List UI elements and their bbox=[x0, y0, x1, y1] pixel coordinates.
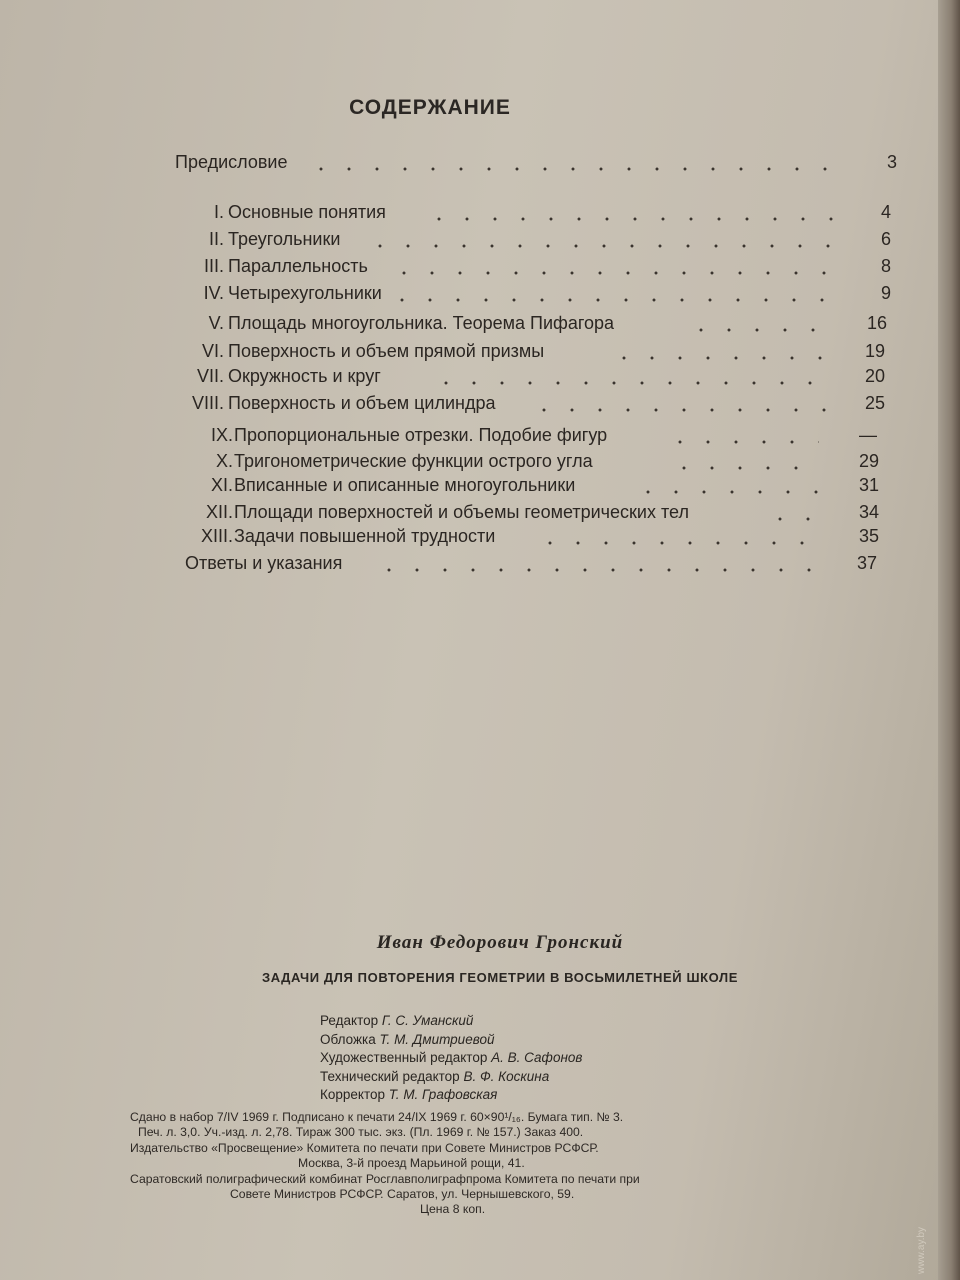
toc-leader-dots bbox=[388, 297, 833, 303]
author-name: Иван Федорович Гронский bbox=[376, 932, 624, 953]
imprint-line: Печ. л. 3,0. Уч.-изд. л. 2,78. Тираж 300 тыс. экз. (Пл. 1969 г. № 157.) Заказ 400. bbox=[138, 1125, 584, 1140]
toc-entry-number: VIII. bbox=[191, 393, 224, 413]
toc-entry-number: V. bbox=[208, 313, 224, 333]
toc-entry-page: 34 bbox=[858, 502, 879, 522]
toc-leader-dots bbox=[307, 166, 839, 172]
toc-entry-number: II. bbox=[208, 229, 224, 249]
toc-entry-number: VII. bbox=[196, 366, 224, 386]
toc-entry-label: Пропорциональные отрезки. Подобие фигур bbox=[234, 425, 608, 445]
credit-name: Т. М. Дмитриевой bbox=[379, 1031, 495, 1047]
toc-leader-dots bbox=[536, 540, 821, 546]
toc-entry-page: 29 bbox=[858, 451, 879, 471]
toc-entry bbox=[0, 256, 960, 282]
credit-line bbox=[320, 1012, 582, 1031]
toc-leader-dots bbox=[687, 327, 829, 333]
credit-line bbox=[320, 1031, 582, 1050]
toc-entry bbox=[0, 425, 960, 451]
toc-entry-label: Площадь многоугольника. Теорема Пифагора bbox=[228, 313, 615, 333]
credit-role: Обложка bbox=[320, 1031, 380, 1047]
toc-entry-number: XIII. bbox=[200, 526, 233, 546]
imprint-line: Саратовский полиграфический комбинат Росглавполиграфпрома Комитета по печати при bbox=[130, 1171, 640, 1186]
toc-leader-dots bbox=[634, 489, 821, 495]
credit-role: Технический редактор bbox=[320, 1068, 464, 1084]
toc-entry-page: 19 bbox=[864, 341, 885, 361]
watermark: www.ay.by bbox=[916, 1226, 927, 1274]
toc-entry-label: Вписанные и описанные многоугольники bbox=[234, 475, 576, 495]
toc-entry-number: X. bbox=[215, 451, 233, 471]
toc-entry-label: Поверхность и объем цилиндра bbox=[228, 393, 496, 413]
toc-entry-page: 20 bbox=[864, 366, 885, 386]
toc-entry bbox=[0, 152, 960, 178]
toc-entry-page: 37 bbox=[856, 553, 877, 573]
toc-entry bbox=[0, 502, 960, 528]
toc-entry bbox=[0, 475, 960, 501]
credit-name: Г. С. Уманский bbox=[381, 1013, 474, 1028]
credit-name: А. В. Сафонов bbox=[491, 1050, 583, 1066]
toc-leader-dots bbox=[425, 216, 833, 222]
toc-entry-page: — bbox=[859, 425, 877, 445]
toc-entry-page: 4 bbox=[880, 202, 891, 222]
toc-leader-dots bbox=[530, 407, 827, 413]
credits-list bbox=[320, 1012, 582, 1105]
toc-entry-label: Задачи повышенной трудности bbox=[234, 526, 496, 546]
imprint-line: Издательство «Просвещение» Комитета по печати при Совете Министров РСФСР. bbox=[130, 1140, 599, 1155]
toc-entry bbox=[0, 451, 960, 477]
toc-entry-number: IX. bbox=[210, 425, 233, 445]
toc-entry-number: III. bbox=[203, 256, 224, 276]
imprint-line: Москва, 3-й проезд Марьиной рощи, 41. bbox=[298, 1156, 525, 1171]
toc-entry-label: Основные понятия bbox=[228, 202, 386, 222]
page-edge-shadow bbox=[938, 0, 960, 1280]
toc-entry-label: Поверхность и объем прямой призмы bbox=[228, 341, 545, 361]
toc-entry-label: Предисловие bbox=[175, 152, 288, 172]
book-title: ЗАДАЧИ ДЛЯ ПОВТОРЕНИЯ ГЕОМЕТРИИ В ВОСЬМИЛЕТНЕЙ ШКОЛЕ bbox=[261, 970, 739, 985]
toc-entry-number: VI. bbox=[201, 341, 224, 361]
toc-leader-dots bbox=[366, 243, 833, 249]
toc-entry bbox=[0, 341, 960, 367]
toc-leader-dots bbox=[390, 270, 833, 276]
toc-entry-page: 3 bbox=[886, 152, 897, 172]
toc-entry-page: 31 bbox=[858, 475, 879, 495]
credit-line bbox=[320, 1049, 582, 1068]
toc-entry-page: 25 bbox=[864, 393, 885, 413]
toc-leader-dots bbox=[375, 567, 819, 573]
toc-entry-page: 16 bbox=[866, 313, 887, 333]
toc-entry bbox=[0, 526, 960, 552]
toc-entry-label: Треугольники bbox=[228, 229, 341, 249]
toc-entry-label: Тригонометрические функции острого угла bbox=[234, 451, 593, 471]
toc-entry-label: Ответы и указания bbox=[185, 553, 343, 573]
toc-entry-page: 8 bbox=[880, 256, 891, 276]
toc-entry-page: 35 bbox=[858, 526, 879, 546]
toc-leader-dots bbox=[670, 465, 821, 471]
toc-entry-page: 9 bbox=[880, 283, 891, 303]
credit-name: В. Ф. Коскина bbox=[463, 1068, 550, 1084]
credit-name: Т. М. Графовская bbox=[388, 1087, 498, 1103]
toc-leader-dots bbox=[610, 355, 827, 361]
toc-entry bbox=[0, 366, 960, 392]
imprint-block bbox=[130, 1110, 850, 1218]
credit-line bbox=[320, 1086, 582, 1105]
toc-entry bbox=[0, 283, 960, 309]
toc-entry-number: XII. bbox=[205, 502, 233, 522]
credit-line bbox=[320, 1068, 582, 1087]
toc-entry bbox=[0, 229, 960, 255]
toc-leader-dots bbox=[766, 516, 821, 522]
toc-leader-dots bbox=[432, 380, 827, 386]
toc-entry-number: XI. bbox=[210, 475, 233, 495]
toc-entry-page: 6 bbox=[880, 229, 891, 249]
imprint-line: Цена 8 коп. bbox=[420, 1202, 486, 1217]
credit-role: Художественный редактор bbox=[320, 1050, 492, 1066]
credit-role: Редактор bbox=[320, 1013, 382, 1028]
imprint-line: Сдано в набор 7/IV 1969 г. Подписано к печати 24/IX 1969 г. 60×90¹/₁₆. Бумага тип. № 3. bbox=[130, 1110, 624, 1124]
toc-leader-dots bbox=[666, 439, 819, 445]
toc-entry-label: Параллельность bbox=[228, 256, 368, 276]
toc-entry-label: Окружность и круг bbox=[228, 366, 381, 386]
toc-title: СОДЕРЖАНИЕ bbox=[349, 96, 511, 119]
toc-entry bbox=[0, 202, 960, 228]
imprint-line: Совете Министров РСФСР. Саратов, ул. Чернышевского, 59. bbox=[230, 1187, 575, 1202]
toc-entry-number: IV. bbox=[203, 283, 224, 303]
toc-entry bbox=[0, 393, 960, 419]
toc-entry-number: I. bbox=[213, 202, 224, 222]
toc-entry bbox=[0, 553, 960, 579]
toc-entry-label: Площади поверхностей и объемы геометрических тел bbox=[234, 502, 689, 522]
toc-entry bbox=[0, 313, 960, 339]
credit-role: Корректор bbox=[320, 1087, 389, 1103]
toc-entry-label: Четырехугольники bbox=[228, 283, 382, 303]
